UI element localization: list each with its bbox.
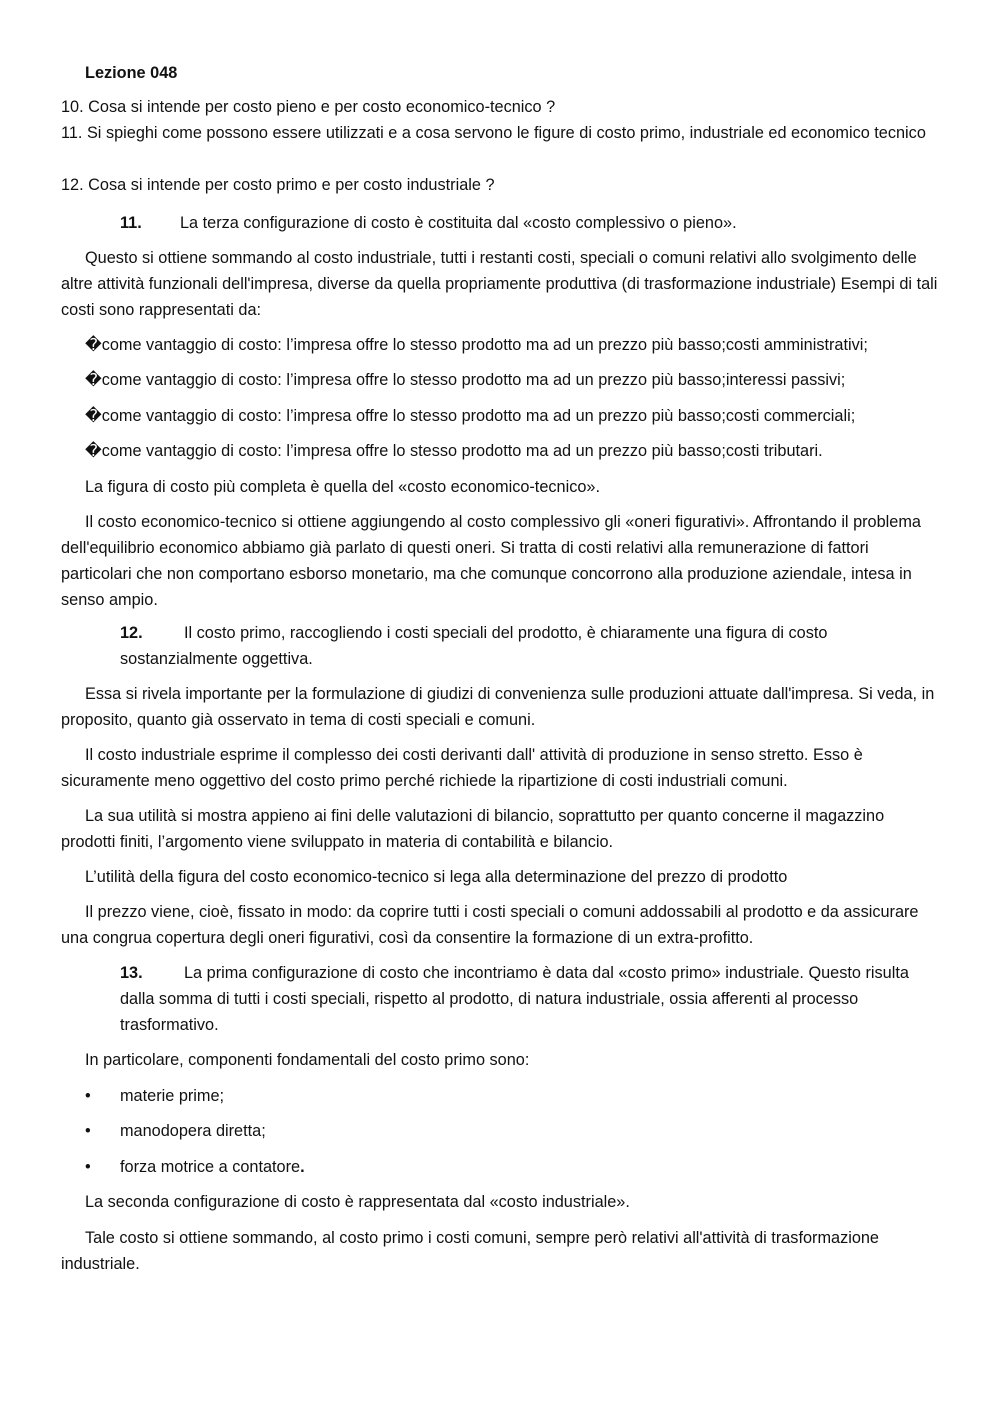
- list-item-text: forza motrice a contatore: [120, 1158, 301, 1176]
- list-item-end-mark: .: [300, 1158, 305, 1176]
- answer-12-paragraph-2: Il costo industriale esprime il complesso dei costi derivanti dall' attività di produzione in senso stretto. Esso è sicuramente meno oggettivo del costo primo perché richiede la ripartizione di costi industriali comuni.: [61, 746, 863, 790]
- answer-13-paragraph-3: Tale costo si ottiene sommando, al costo primo i costi comuni, sempre però relativi all'attività di trasformazione industriale.: [61, 1229, 879, 1273]
- answer-13-number: 13.: [120, 964, 143, 982]
- answer-13-heading: [120, 960, 940, 1038]
- question-12: 12. Cosa si intende per costo primo e per costo industriale ?: [61, 176, 495, 194]
- answer-11-paragraph-2: La figura di costo più completa è quella del «costo economico-tecnico».: [85, 478, 600, 496]
- list-item-text: manodopera diretta;: [120, 1122, 266, 1140]
- answer-12-number: 12.: [120, 624, 143, 642]
- answer-12-heading-text: Il costo primo, raccogliendo i costi speciali del prodotto, è chiaramente una figura di costo sostanzialmente oggettiva.: [120, 624, 828, 668]
- answer-11-heading: [120, 210, 940, 236]
- answer-11-list-item: �come vantaggio di costo: l’impresa offre lo stesso prodotto ma ad un prezzo più basso;interessi passivi;: [85, 371, 846, 389]
- answer-11-paragraph-3: Il costo economico-tecnico si ottiene aggiungendo al costo complessivo gli «oneri figurativi». Affrontando il problema dell'equilibrio economico abbiamo già parlato di questi oneri. Si tratta di costi relativi alla remunerazione di fattori particolari che non comportano esborso monetario, ma che comunque concorrono alla produzione aziendale, intesa in senso ampio.: [61, 513, 921, 609]
- answer-11-list-item: �come vantaggio di costo: l’impresa offre lo stesso prodotto ma ad un prezzo più basso;costi tributari.: [85, 442, 823, 460]
- answer-11-heading-text: La terza configurazione di costo è costituita dal «costo complessivo o pieno».: [180, 214, 737, 232]
- answer-11-list-item: �come vantaggio di costo: l’impresa offre lo stesso prodotto ma ad un prezzo più basso;costi amministrativi;: [85, 336, 868, 354]
- bullet: •: [85, 1122, 91, 1140]
- list-item-text: materie prime;: [120, 1087, 225, 1105]
- answer-13-list-item: [85, 1154, 965, 1180]
- answer-13-paragraph-1: In particolare, componenti fondamentali del costo primo sono:: [85, 1051, 530, 1069]
- answer-13-paragraph-2: La seconda configurazione di costo è rappresentata dal «costo industriale».: [85, 1193, 630, 1211]
- answer-13-list-item: [85, 1083, 965, 1109]
- answer-12-paragraph-5: Il prezzo viene, cioè, fissato in modo: da coprire tutti i costi speciali o comuni addossabili al prodotto e da assicurare una congrua copertura degli oneri figurativi, così da consentire la formazione di un extra-profitto.: [61, 903, 919, 947]
- bullet: •: [85, 1158, 91, 1176]
- answer-11-list-item: �come vantaggio di costo: l’impresa offre lo stesso prodotto ma ad un prezzo più basso;costi commerciali;: [85, 407, 856, 425]
- question-10: 10. Cosa si intende per costo pieno e per costo economico-tecnico ?: [61, 98, 556, 116]
- answer-11-paragraph-1: Questo si ottiene sommando al costo industriale, tutti i restanti costi, speciali o comuni relativi allo svolgimento delle altre attività funzionali dell'impresa, diverse da quella propriamente produttiva (di trasformazione industriale) Esempi di tali costi sono rappresentati da:: [61, 249, 938, 319]
- answer-13-list-item: [85, 1118, 965, 1144]
- answer-12-paragraph-1: Essa si rivela importante per la formulazione di giudizi di convenienza sulle produzioni attuate dall'impresa. Si veda, in proposito, quanto già osservato in tema di costi speciali e comuni.: [61, 685, 935, 729]
- answer-12-paragraph-4: L’utilità della figura del costo economico-tecnico si lega alla determinazione del prezzo di prodotto: [85, 868, 788, 886]
- answer-13-heading-text: La prima configurazione di costo che incontriamo è data dal «costo primo» industriale. Questo risulta dalla somma di tutti i costi speciali, rispetto al prodotto, di natura industriale, ossia afferenti al processo trasformativo.: [120, 964, 909, 1034]
- lesson-title: Lezione 048: [85, 64, 178, 82]
- answer-11-number: 11.: [120, 214, 142, 232]
- bullet: •: [85, 1087, 91, 1105]
- question-11: 11. Si spieghi come possono essere utilizzati e a cosa servono le figure di costo primo, industriale ed economico tecnico: [61, 124, 926, 142]
- answer-12-heading: [120, 620, 940, 672]
- answer-12-paragraph-3: La sua utilità si mostra appieno ai fini delle valutazioni di bilancio, soprattutto per quanto concerne il magazzino prodotti finiti, l’argomento viene sviluppato in materia di contabilità e bilancio.: [61, 807, 885, 851]
